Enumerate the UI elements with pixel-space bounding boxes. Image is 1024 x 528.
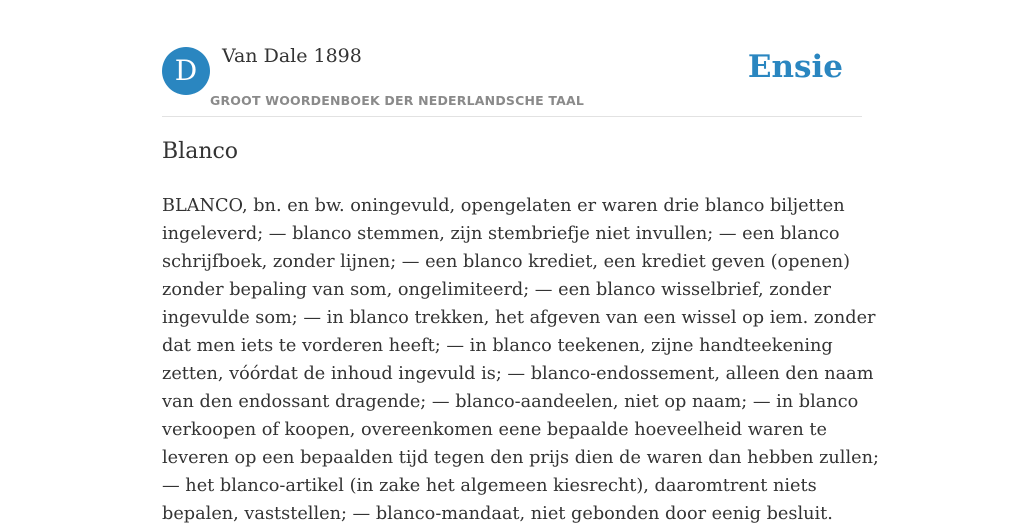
definition-line: zonder bepaling van som, ongelimiteerd; — een blanco wisselbrief, zonder	[162, 280, 831, 300]
definition-line: — het blanco-artikel (in zake het algemeen kiesrecht), daaromtrent niets	[162, 476, 817, 496]
definition-line: bepalen, vaststellen; — blanco-mandaat, niet gebonden door eenig besluit.	[162, 504, 833, 524]
definition-line: schrijfboek, zonder lijnen; — een blanco krediet, een krediet geven (openen)	[162, 252, 851, 272]
source-subtitle: GROOT WOORDENBOEK DER NEDERLANDSCHE TAAL	[210, 93, 585, 108]
entry-definition	[162, 192, 879, 528]
definition-line: leveren op een bepaalden tijd tegen den prijs dien de waren dan hebben zullen;	[162, 448, 879, 468]
source-badge: D	[162, 47, 210, 95]
source-header	[162, 0, 862, 117]
brand-logo-link[interactable]: Ensie	[747, 49, 843, 85]
definition-line: ingevulde som; — in blanco trekken, het afgeven van een wissel op iem. zonder	[162, 308, 876, 328]
definition-line: verkoopen of koopen, overeenkomen eene bepaalde hoeveelheid waren te	[162, 420, 827, 440]
definition-line: dat men iets te vorderen heeft; — in blanco teekenen, zijne handteekening	[162, 336, 833, 356]
definition-line: ingeleverd; — blanco stemmen, zijn stembriefje niet invullen; — een blanco	[162, 224, 840, 244]
definition-line: van den endossant dragende; — blanco-aandeelen, niet op naam; — in blanco	[162, 392, 859, 412]
entry-title: Blanco	[162, 139, 239, 164]
definition-line: zetten, vóórdat de inhoud ingevuld is; — blanco-endossement, alleen den naam	[162, 364, 874, 384]
definition-line: BLANCO, bn. en bw. oningevuld, opengelaten er waren drie blanco biljetten	[162, 196, 845, 216]
source-title[interactable]: Van Dale 1898	[222, 45, 362, 67]
